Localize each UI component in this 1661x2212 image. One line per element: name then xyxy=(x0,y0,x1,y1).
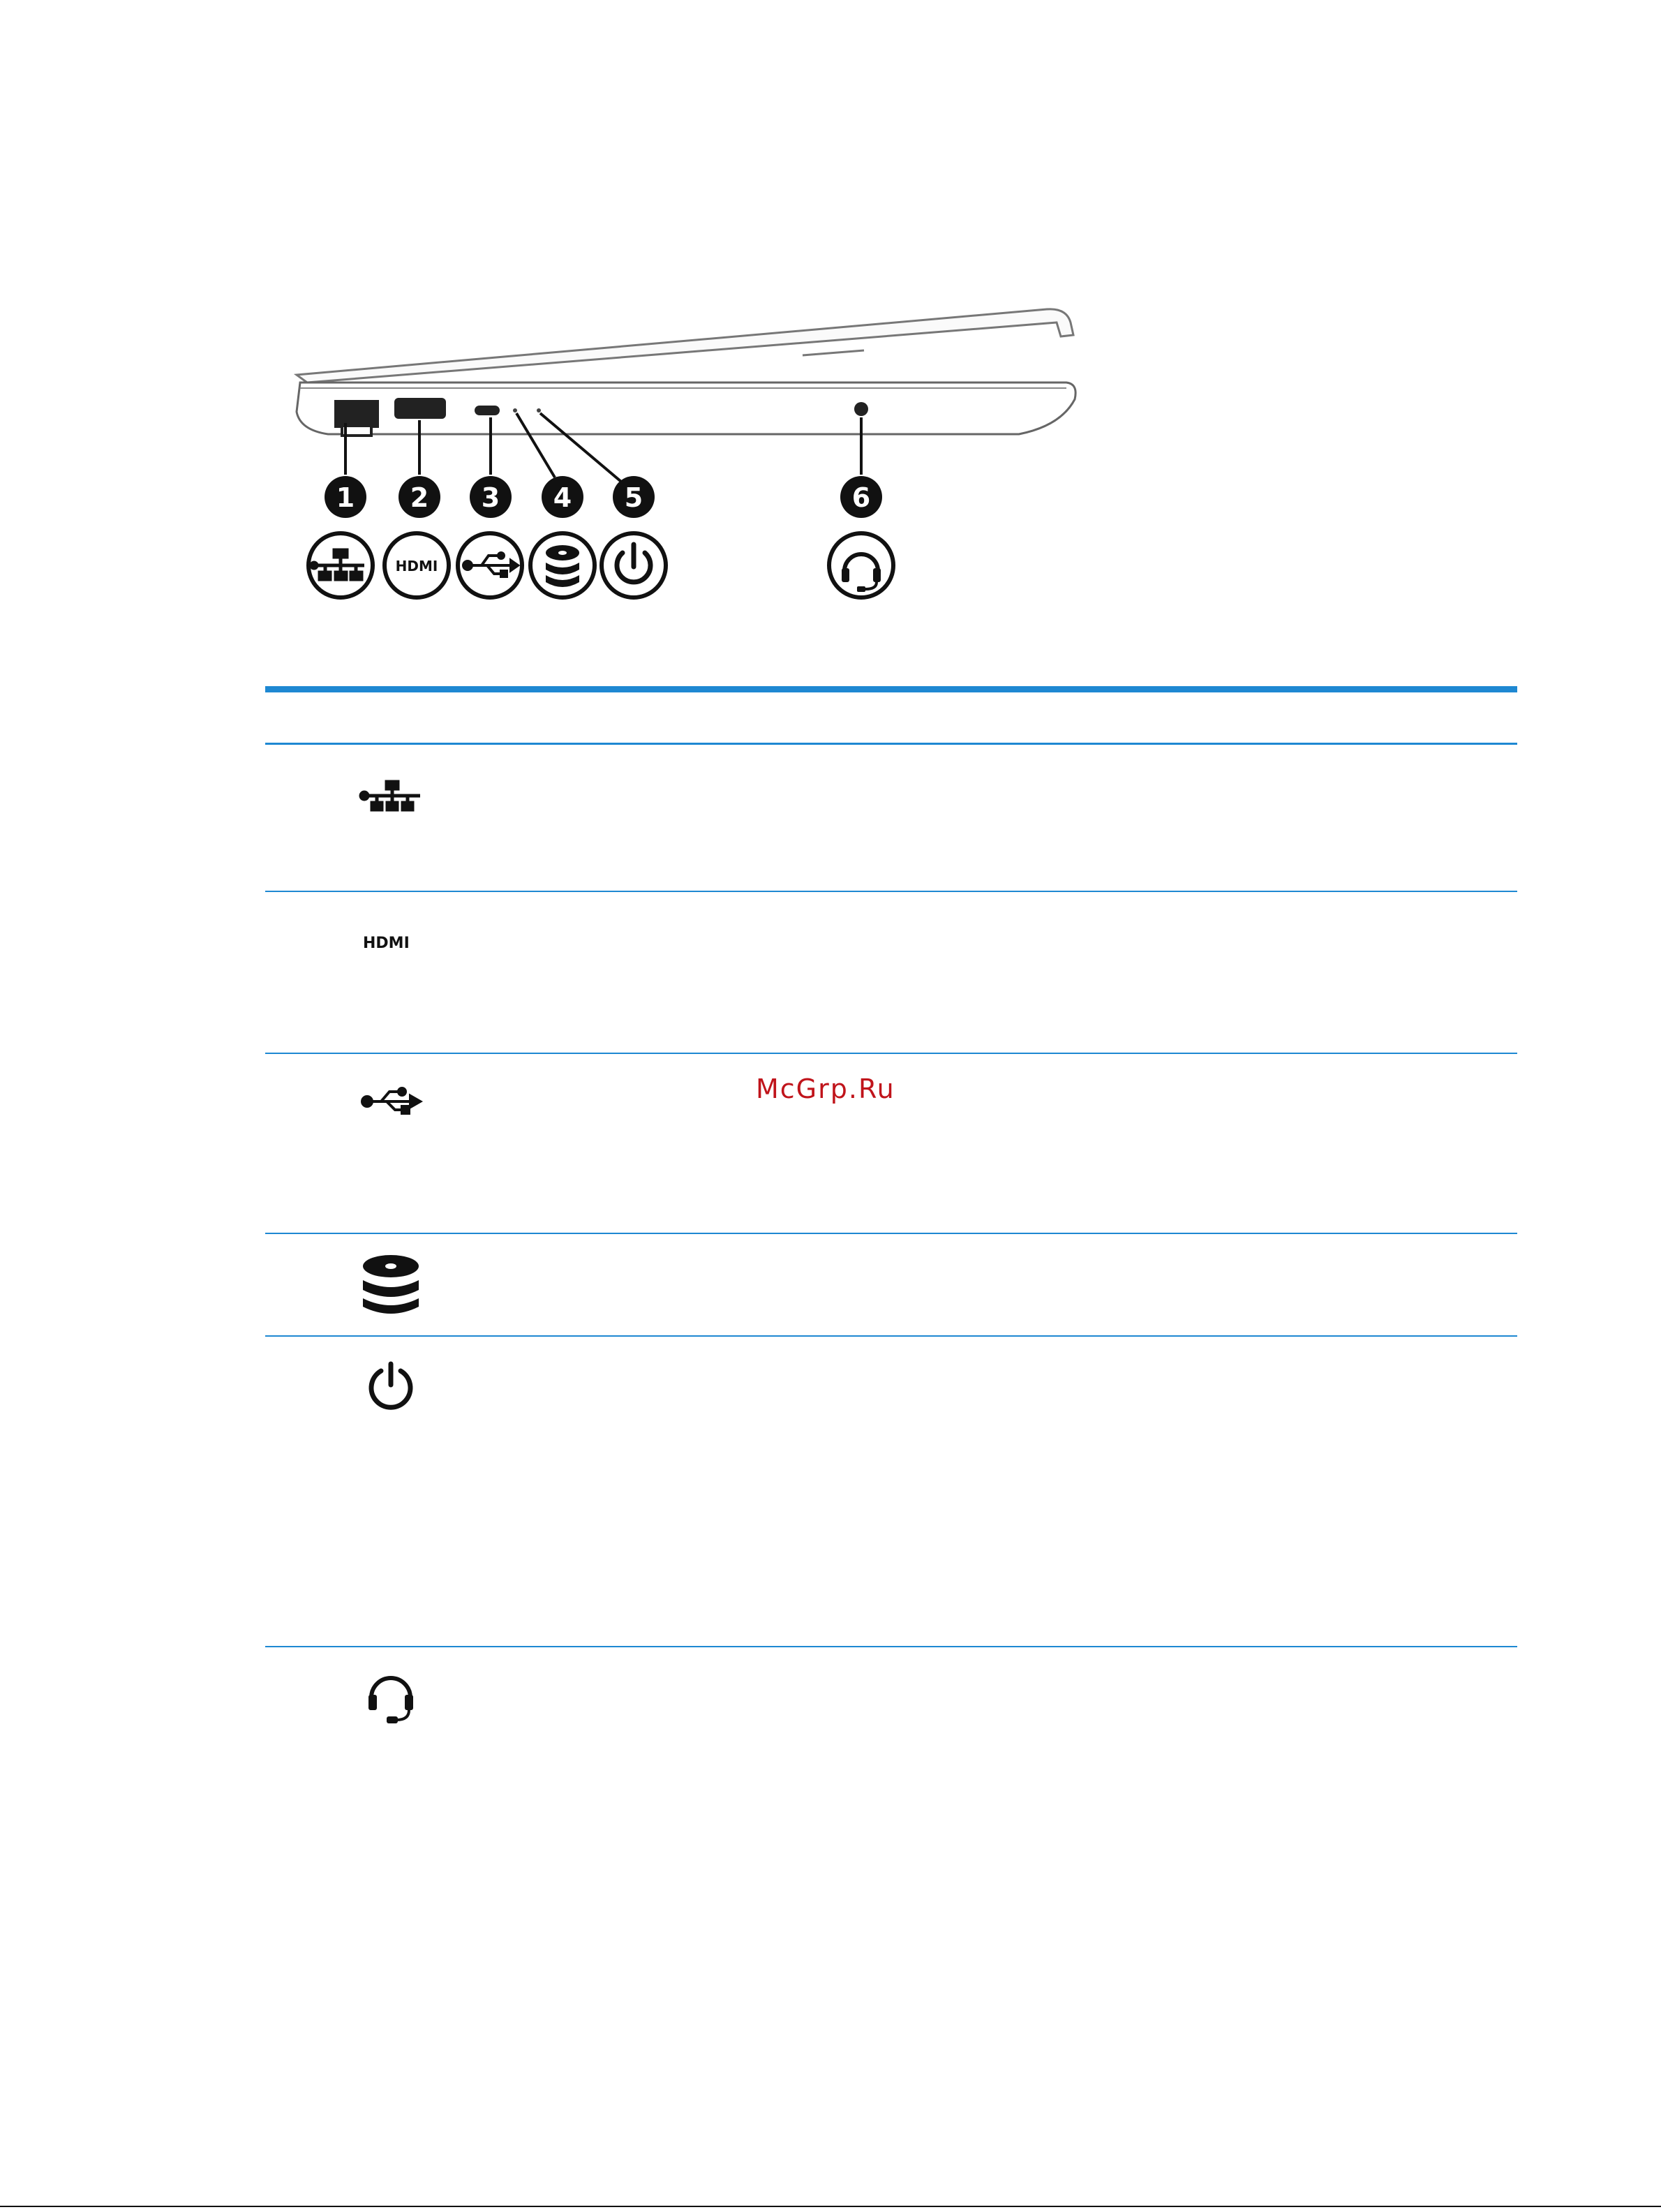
row-rule xyxy=(265,891,1517,892)
callout-label: 4 xyxy=(553,482,572,513)
watermark-text: McGrp.Ru xyxy=(756,1074,895,1104)
hdmi-logo-text: HDMI xyxy=(395,558,438,574)
callout-label: 5 xyxy=(624,482,643,513)
audio-jack xyxy=(854,402,868,416)
callout-3 xyxy=(470,476,512,518)
callout-label: 2 xyxy=(410,482,429,513)
row-rule xyxy=(265,1646,1517,1647)
row-rule xyxy=(265,1233,1517,1234)
headset-icon xyxy=(829,533,893,597)
laptop-side-diagram xyxy=(0,0,1661,628)
callout-2 xyxy=(399,476,440,518)
callout-label: 6 xyxy=(851,482,871,513)
usb-c-port xyxy=(475,406,500,415)
usb-icon xyxy=(458,533,522,597)
callout-4 xyxy=(542,476,583,518)
drive-activity-icon xyxy=(356,1249,426,1319)
row-rule xyxy=(265,1335,1517,1337)
headset-icon xyxy=(356,1670,426,1725)
rj45-network-icon xyxy=(356,775,426,817)
hdmi-icon xyxy=(356,928,433,956)
usb-icon xyxy=(356,1081,426,1122)
power-light xyxy=(537,408,541,413)
drive-activity-icon xyxy=(530,533,595,597)
hdmi-logo-text: HDMI xyxy=(363,935,410,952)
callout-label: 1 xyxy=(336,482,355,513)
table-header-rule xyxy=(265,743,1517,745)
callout-1 xyxy=(325,476,366,518)
rj45-port xyxy=(334,400,379,436)
callout-label: 3 xyxy=(481,482,500,513)
laptop-lid xyxy=(297,309,1073,383)
hdmi-icon xyxy=(385,533,449,597)
power-icon xyxy=(602,533,666,597)
drive-light xyxy=(513,408,517,413)
rj45-network-icon xyxy=(308,533,373,597)
power-icon xyxy=(356,1361,426,1410)
table-top-rule xyxy=(265,686,1517,692)
row-rule xyxy=(265,1053,1517,1054)
callout-5 xyxy=(613,476,655,518)
page-bottom-rule xyxy=(0,2206,1661,2207)
callout-6 xyxy=(840,476,882,518)
hdmi-port xyxy=(394,398,446,419)
